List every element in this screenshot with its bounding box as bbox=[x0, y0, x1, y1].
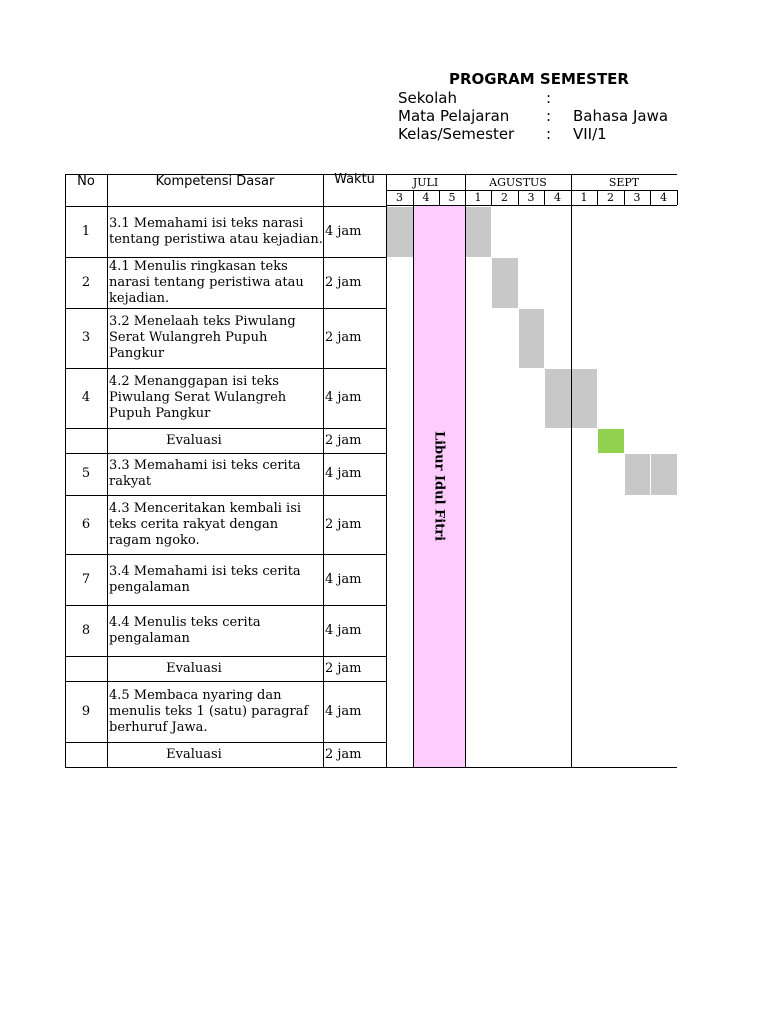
competency-text: 4.4 Menulis teks cerita pengalaman bbox=[109, 614, 261, 646]
info-value: VII/1 bbox=[573, 125, 607, 143]
column-header-waktu: Waktu bbox=[334, 172, 375, 187]
competency-text: 3.3 Memahami isi teks cerita rakyat bbox=[109, 458, 301, 489]
schedule-cell bbox=[466, 207, 491, 257]
duration-text: 2 jam bbox=[325, 516, 362, 532]
evaluation-cell bbox=[598, 429, 624, 453]
week-header: 3 bbox=[396, 191, 403, 204]
grid-line bbox=[571, 174, 572, 767]
duration-text: 2 jam bbox=[325, 660, 362, 676]
duration-text: 4 jam bbox=[325, 703, 362, 719]
week-header: 1 bbox=[474, 191, 482, 204]
week-header: 4 bbox=[660, 191, 667, 204]
evaluation-label: Evaluasi bbox=[166, 432, 222, 448]
schedule-cell bbox=[651, 454, 677, 495]
holiday-label: Libur Idul Fitri bbox=[431, 430, 447, 542]
month-header: SEPT bbox=[608, 176, 640, 189]
competency-text: 4.5 Membaca nyaring dan menulis teks 1 (satu) paragraf berhuruf Jawa. bbox=[109, 687, 309, 735]
info-value: Bahasa Jawa bbox=[573, 107, 669, 125]
week-header: 3 bbox=[527, 191, 535, 204]
row-number: 2 bbox=[81, 274, 91, 290]
schedule-cell bbox=[492, 258, 518, 308]
grid-line bbox=[677, 190, 678, 205]
duration-text: 4 jam bbox=[325, 223, 362, 239]
row-number: 4 bbox=[81, 390, 91, 405]
schedule-cell bbox=[625, 454, 650, 495]
schedule-cell bbox=[545, 369, 571, 428]
row-number: 5 bbox=[81, 466, 91, 481]
week-header: 4 bbox=[554, 191, 561, 204]
competency-text: 3.2 Menelaah teks Piwulang Serat Wulangreh Pupuh Pangkur bbox=[109, 314, 296, 361]
month-header: AGUSTUS bbox=[489, 176, 547, 189]
week-header: 5 bbox=[448, 191, 456, 204]
column-header-no: No bbox=[77, 174, 95, 189]
schedule-cell bbox=[519, 309, 544, 368]
grid-line bbox=[465, 174, 466, 767]
week-header: 4 bbox=[422, 191, 430, 204]
row-number: 7 bbox=[81, 571, 91, 587]
schedule-cell bbox=[387, 207, 413, 257]
page-title: PROGRAM SEMESTER bbox=[449, 70, 629, 88]
week-header: 2 bbox=[501, 191, 508, 204]
duration-text: 2 jam bbox=[325, 746, 362, 762]
duration-text: 4 jam bbox=[325, 466, 362, 481]
schedule-cell bbox=[572, 369, 597, 428]
duration-text: 2 jam bbox=[325, 274, 362, 290]
competency-text: 4.3 Menceritakan kembali isi teks cerita rakyat dengan ragam ngoko. bbox=[109, 500, 302, 548]
competency-text: 4.1 Menulis ringkasan teks narasi tentang peristiwa atau kejadian. bbox=[109, 258, 304, 306]
row-number: 1 bbox=[81, 223, 91, 239]
info-colon: : bbox=[546, 125, 552, 143]
info-label: Mata Pelajaran bbox=[398, 107, 510, 125]
grid-line bbox=[386, 767, 677, 768]
duration-text: 4 jam bbox=[325, 571, 362, 587]
week-header: 2 bbox=[607, 191, 614, 204]
duration-text: 4 jam bbox=[325, 390, 362, 405]
competency-text: 4.2 Menanggapan isi teks Piwulang Serat Wulangreh Pupuh Pangkur bbox=[109, 374, 287, 421]
grid-line bbox=[65, 767, 386, 768]
row-number: 8 bbox=[81, 622, 91, 638]
row-number: 3 bbox=[81, 330, 91, 345]
row-number: 6 bbox=[81, 516, 91, 532]
competency-text: 3.4 Memahami isi teks cerita pengalaman bbox=[109, 563, 301, 595]
duration-text: 2 jam bbox=[325, 432, 362, 448]
column-header-kd: Kompetensi Dasar bbox=[155, 174, 275, 189]
evaluation-label: Evaluasi bbox=[166, 746, 222, 762]
month-header: JULI bbox=[412, 176, 439, 189]
info-label: Sekolah bbox=[398, 89, 457, 107]
info-colon: : bbox=[546, 107, 552, 125]
grid-line bbox=[386, 174, 387, 767]
evaluation-label: Evaluasi bbox=[166, 660, 222, 676]
info-label: Kelas/Semester bbox=[398, 125, 515, 143]
duration-text: 4 jam bbox=[325, 622, 362, 638]
grid-line bbox=[413, 190, 414, 767]
competency-text: 3.1 Memahami isi teks narasi tentang peristiwa atau kejadian. bbox=[109, 215, 323, 247]
info-colon: : bbox=[546, 89, 552, 107]
grid-line bbox=[386, 205, 677, 206]
duration-text: 2 jam bbox=[325, 330, 362, 345]
week-header: 1 bbox=[580, 191, 588, 204]
row-number: 9 bbox=[81, 703, 91, 719]
week-header: 3 bbox=[633, 191, 641, 204]
